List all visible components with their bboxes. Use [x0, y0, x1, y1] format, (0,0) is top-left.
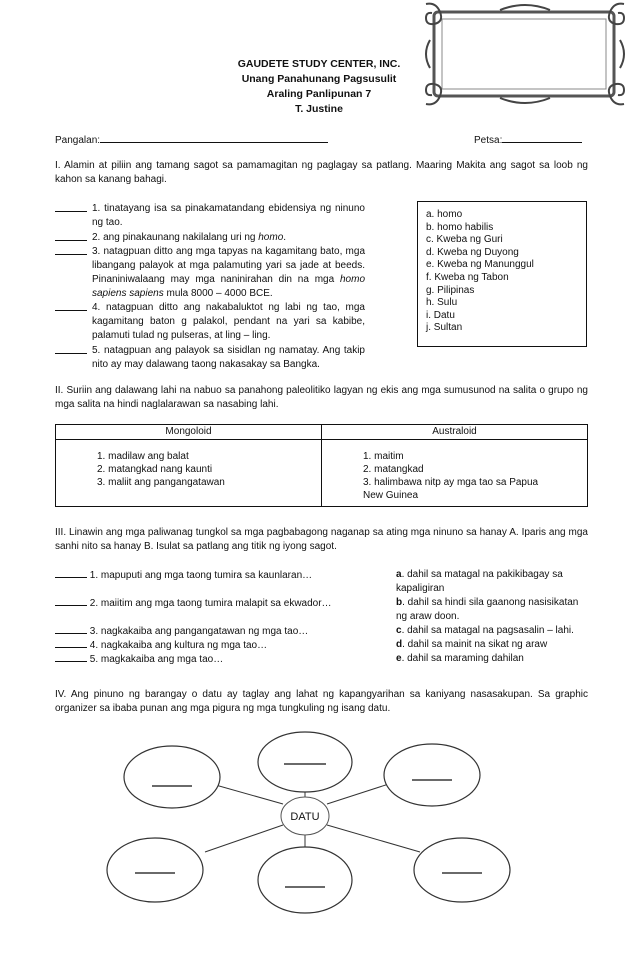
choice-j: j. Sultan	[426, 322, 463, 334]
answer-blank[interactable]	[55, 231, 87, 241]
ellipse-bottom[interactable]	[258, 847, 352, 913]
part3-answer-c: c. dahil sa matagal na pagsasalin – lahi.	[396, 625, 574, 636]
choice-c: c. Kweba ng Guri	[426, 234, 503, 246]
ellipse-lower-right[interactable]	[414, 838, 510, 902]
teacher-name: T. Justine	[295, 103, 343, 115]
school-name: GAUDETE STUDY CENTER, INC.	[237, 58, 401, 70]
choice-d: d. Kweba ng Duyong	[426, 246, 519, 258]
part3-answer-b: b. dahil sa hindi sila gaanong nasisikatan ng araw doon.	[396, 597, 579, 622]
part1-instruction: I. Alamin at piliin ang tamang sagot sa pamamagitan ng paglagay sa patlang. Maaring Makita ang sagot sa loob ng kahon sa kanang bahagi.	[55, 160, 588, 185]
part1-item-3: 3. natagpuan ditto ang mga tapyas na kagamitang bato, mga libangang palayok at mga palamuting yari sa jade at beeds. Pinaniniwalaang may mga naninirahan din na mga homo sapiens sapiens mula 8000 – 4000 BCE.	[55, 245, 365, 301]
answer-blank[interactable]	[55, 245, 87, 255]
subject-title: Araling Panlipunan 7	[266, 88, 372, 100]
race-table	[55, 424, 588, 507]
ellipse-upper-right[interactable]	[384, 744, 480, 806]
part1-item-5: 5. natagpuan ang palayok sa sisidlan ng namatay. Ang takip nito ay may dalawang taong nakasakay sa Bangka.	[55, 344, 365, 372]
answer-blank[interactable]	[55, 301, 87, 311]
exam-title: Unang Panahunang Pagsusulit	[241, 73, 397, 85]
choice-a: a. homo	[426, 209, 463, 220]
mongoloid-item-1[interactable]: 1. madilaw ang balat	[97, 451, 189, 462]
ellipse-top[interactable]	[258, 732, 352, 792]
ellipse-upper-left[interactable]	[124, 746, 220, 808]
date-label: Petsa:	[474, 135, 503, 146]
answer-blank[interactable]	[55, 568, 87, 578]
mongoloid-cell	[56, 440, 322, 507]
graphic-organizer	[0, 720, 638, 970]
name-blank[interactable]	[100, 133, 328, 143]
choice-g: g. Pilipinas	[426, 284, 475, 296]
australoid-header: Australoid	[322, 425, 588, 440]
part3-item-3: 3. nagkakaiba ang pangangatawan ng mga tao…	[55, 624, 308, 639]
australoid-cell	[322, 440, 588, 507]
name-row	[55, 133, 328, 148]
choice-i: i. Datu	[426, 309, 455, 321]
answer-blank[interactable]	[55, 652, 87, 662]
part3-answer-d: d. dahil sa mainit na sikat ng araw	[396, 639, 548, 650]
mongoloid-header: Mongoloid	[56, 425, 322, 440]
answer-blank[interactable]	[55, 638, 87, 648]
part3-item-4: 4. nagkakaiba ang kultura ng mga tao…	[55, 638, 267, 653]
choice-h: h. Sulu	[426, 297, 458, 309]
part3-answer-e: e. dahil sa maraming dahilan	[396, 653, 524, 664]
part3-item-1: 1. mapuputi ang mga taong tumira sa kaunlaran…	[55, 568, 312, 583]
part4-instruction: IV. Ang pinuno ng barangay o datu ay taglay ang lahat ng kapangyarihan sa kaniyang nasasakupan. Sa graphic organizer sa ibaba punan ang mga pigura ng mga tungkuling ng isang datu.	[55, 689, 588, 714]
part1-item-2: 2. ang pinakaunang nakilalang uri ng homo.	[55, 231, 365, 245]
part2-instruction: II. Suriin ang dalawang lahi na nabuo sa panahong paleolitiko lagyan ng ekis ang mga sumusunod na salita o grupo ng mga salita na hindi naglalarawan sa nasabing lahi.	[55, 385, 588, 410]
answer-blank[interactable]	[55, 202, 87, 212]
date-row	[474, 133, 582, 148]
answer-blank[interactable]	[55, 624, 87, 634]
choice-e: e. Kweba ng Manunggul	[426, 259, 534, 271]
part3-answer-a: a. dahil sa matagal na pakikibagay sa kapaligiran	[396, 569, 563, 594]
mongoloid-item-2[interactable]: 2. matangkad nang kaunti	[97, 464, 213, 475]
name-label: Pangalan:	[55, 135, 101, 146]
australoid-item-3[interactable]: 3. halimbawa nitp ay mga tao sa Papua New Guinea	[363, 477, 539, 501]
part3-item-2: 2. maiitim ang mga taong tumira malapit sa ekwador…	[55, 596, 332, 611]
choice-f: f. Kweba ng Tabon	[426, 271, 509, 283]
choice-b: b. homo habilis	[426, 221, 494, 233]
australoid-item-2[interactable]: 2. matangkad	[363, 464, 424, 475]
australoid-item-1[interactable]: 1. maitim	[363, 451, 404, 462]
mongoloid-item-3[interactable]: 3. maliit ang pangangatawan	[97, 477, 225, 488]
part3-instruction: III. Linawin ang mga paliwanag tungkol sa mga pagbabagong naganap sa ating mga ninuno sa hanay A. Iparis ang mga sanhi nito sa hanay B. Isulat sa patlang ang titik ng iyong sagot.	[55, 527, 588, 552]
ellipse-lower-left[interactable]	[107, 838, 203, 902]
part3-item-5: 5. magkakaiba ang mga tao…	[55, 652, 223, 667]
center-label: DATU	[290, 811, 320, 823]
answer-blank[interactable]	[55, 344, 87, 354]
part1-item-1: 1. tinatayang isa sa pinakamatandang ebidensiya ng ninuno ng tao.	[55, 202, 365, 230]
part1-item-4: 4. natagpuan ditto ang nakabaluktot ng labi ng tao, mga kagamitang baton g palakol, pendant na yari sa kabibe, palamuti tulad ng pulseras, at ling – ling.	[55, 301, 365, 343]
answer-blank[interactable]	[55, 596, 87, 606]
choices-box	[417, 201, 587, 347]
date-blank[interactable]	[502, 133, 582, 143]
